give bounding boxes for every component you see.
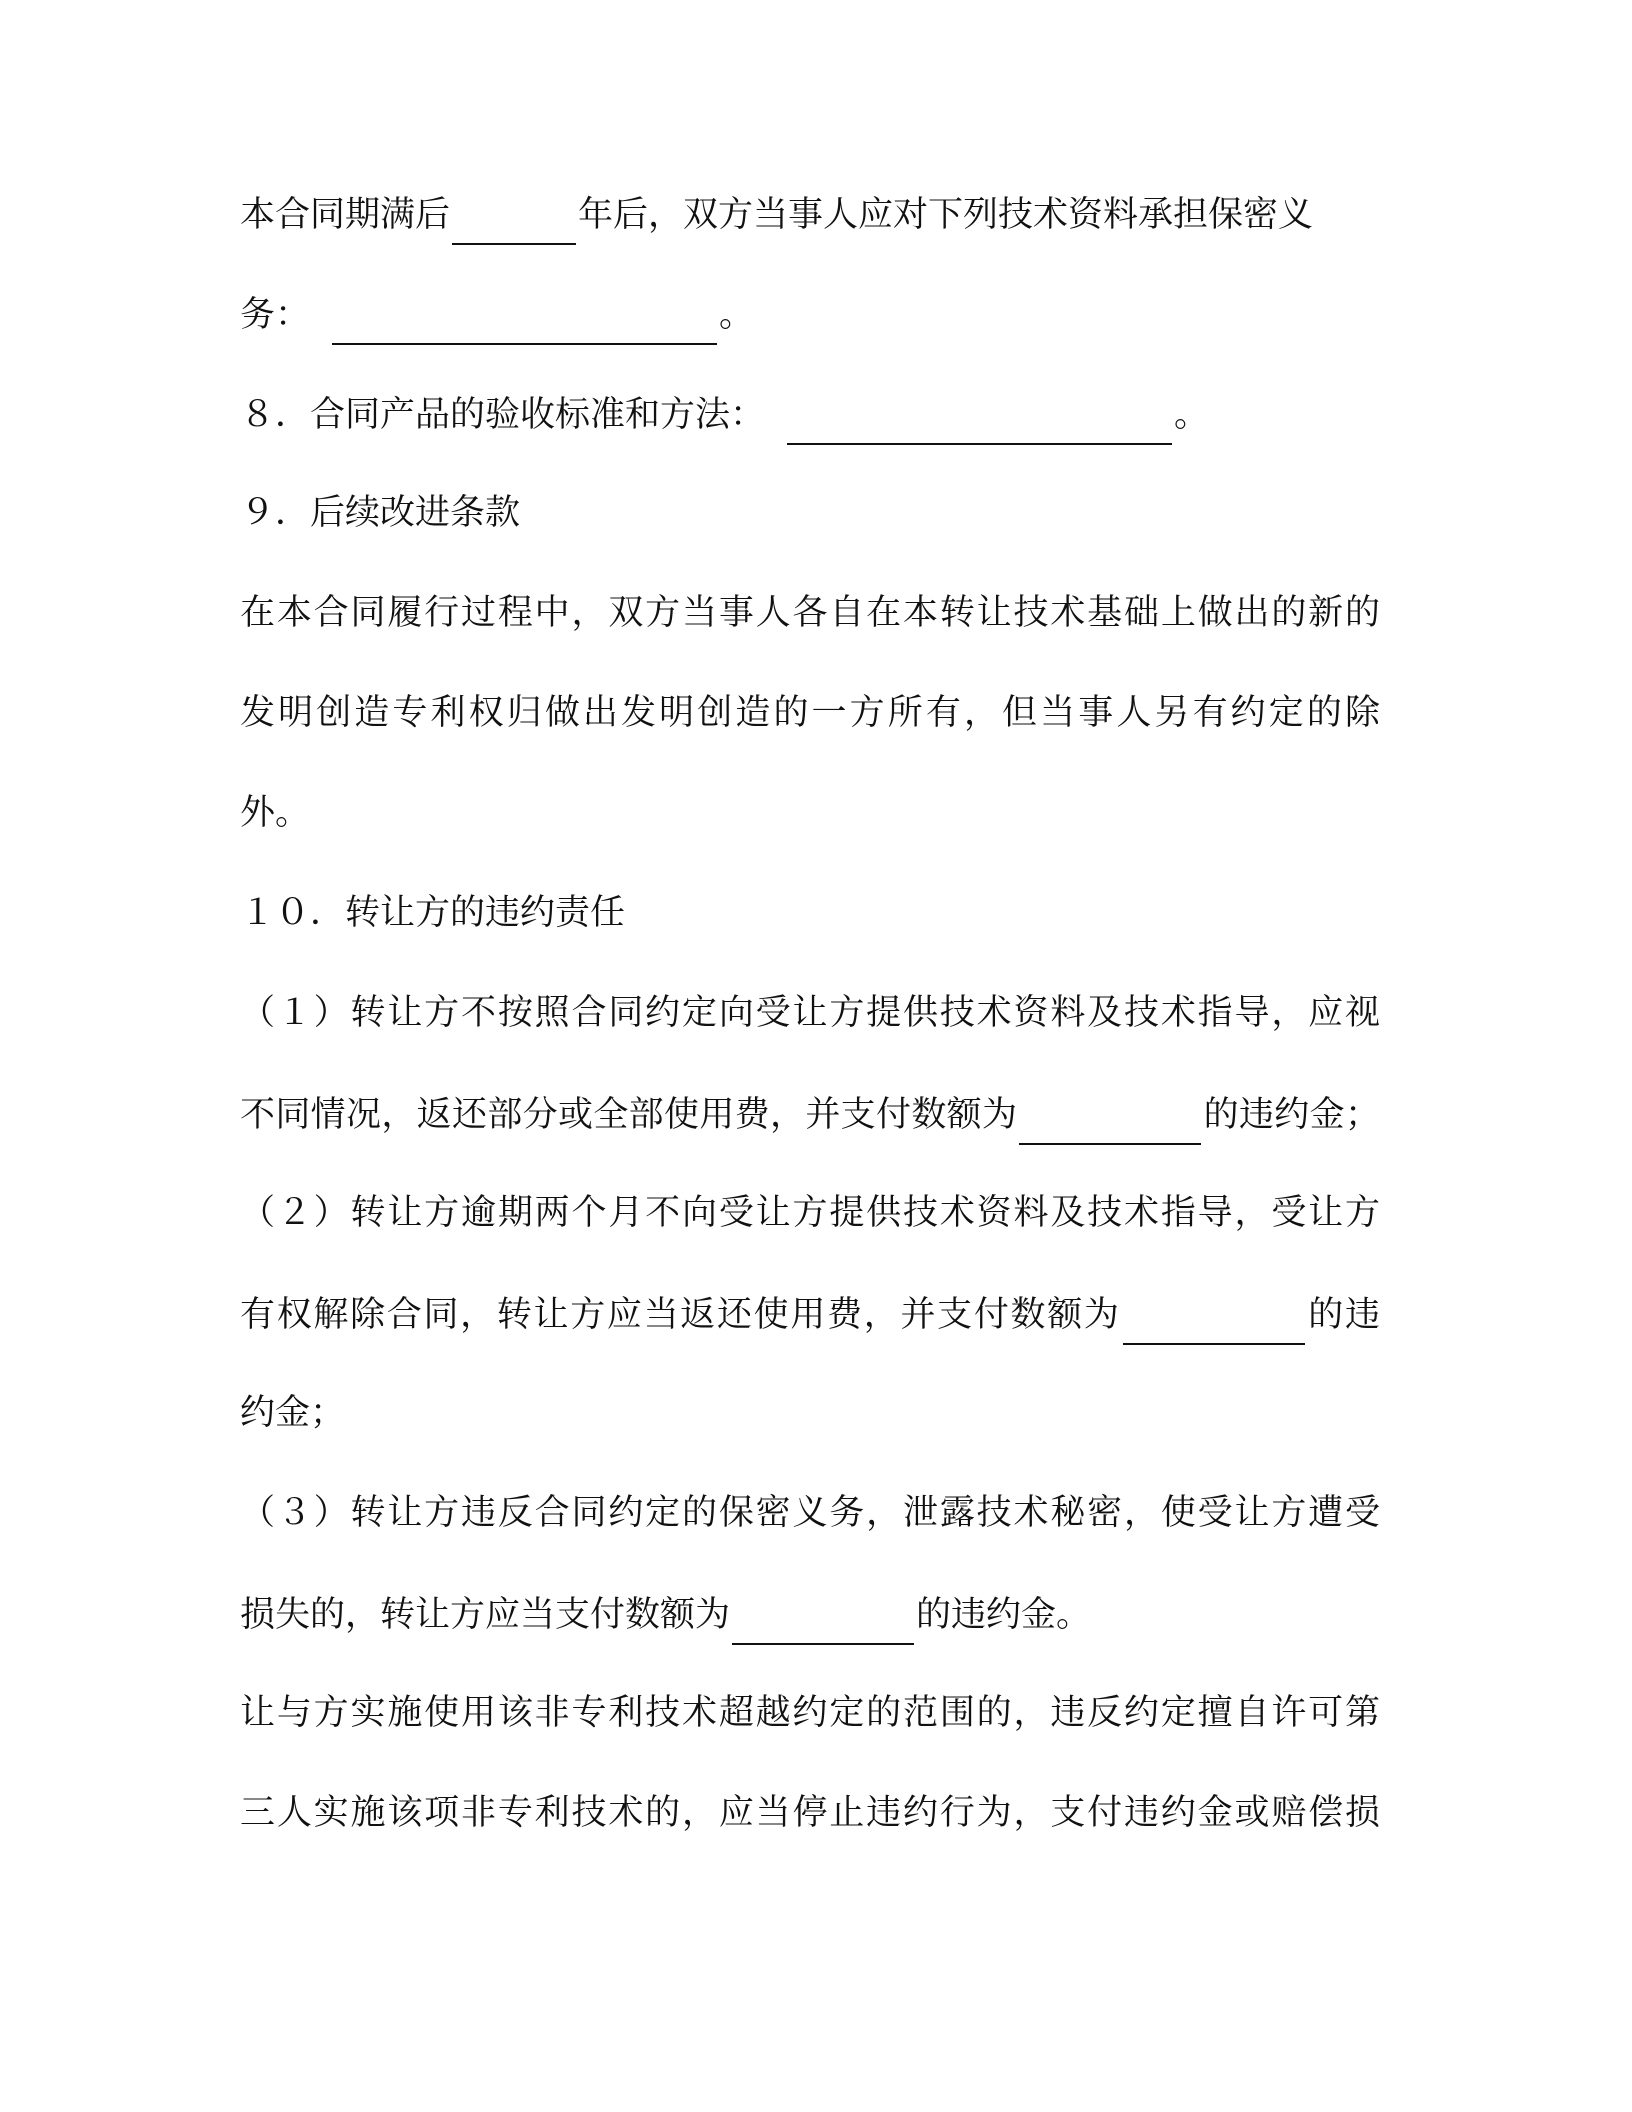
text: ９．后续改进条款 — [240, 493, 521, 533]
text-line — [240, 1091, 1380, 1137]
blank-field — [732, 1599, 914, 1645]
text: 。 — [719, 295, 755, 335]
text-line — [240, 291, 1380, 337]
text-line: 在本合同履行过程中，双方当事人各自在本转让技术基础上做出的新的 — [240, 593, 1380, 633]
blank-field — [332, 299, 717, 345]
text: 。 — [1174, 395, 1210, 435]
text: 务： — [240, 295, 311, 335]
blank-field — [452, 199, 576, 245]
blank-field — [1123, 1299, 1305, 1345]
text-line — [240, 1291, 1380, 1337]
text-line: （３）转让方违反合同约定的保密义务，泄露技术秘密，使受让方遭受 — [240, 1493, 1380, 1533]
text-line: （２）转让方逾期两个月不向受让方提供技术资料及技术指导，受让方 — [240, 1193, 1380, 1233]
text: 不同情况，返还部分或全部使用费，并支付数额为 — [240, 1095, 1018, 1135]
text-line: 外。 — [240, 793, 311, 833]
text: 本合同期满后 — [240, 195, 451, 235]
text-line: 发明创造专利权归做出发明创造的一方所有，但当事人另有约定的除 — [240, 693, 1380, 733]
blank-field — [787, 399, 1172, 445]
text: 年后，双方当事人应对下列技术资料承担保密义 — [578, 195, 1314, 235]
blank-field — [1019, 1099, 1201, 1145]
section-heading — [240, 491, 1380, 535]
text-line: 让与方实施使用该非专利技术超越约定的范围的，违反约定擅自许可第 — [240, 1693, 1380, 1733]
text: 的违约金； — [1203, 1095, 1380, 1135]
text: 的违 — [1306, 1295, 1380, 1335]
section-heading: １０．转让方的违约责任 — [240, 893, 626, 933]
text-line — [240, 191, 1380, 237]
text-line: 约金； — [240, 1393, 346, 1433]
text: 的违约金。 — [916, 1595, 1092, 1635]
text-line — [240, 1591, 1380, 1637]
text: 有权解除合同，转让方应当返还使用费，并支付数额为 — [240, 1295, 1121, 1335]
text: ８．合同产品的验收标准和方法： — [240, 395, 766, 435]
text-line: 三人实施该项非专利技术的，应当停止违约行为，支付违约金或赔偿损 — [240, 1793, 1380, 1833]
text-line — [240, 391, 1380, 437]
text: 损失的，转让方应当支付数额为 — [240, 1595, 731, 1635]
text-line: （１）转让方不按照合同约定向受让方提供技术资料及技术指导，应视 — [240, 993, 1380, 1033]
